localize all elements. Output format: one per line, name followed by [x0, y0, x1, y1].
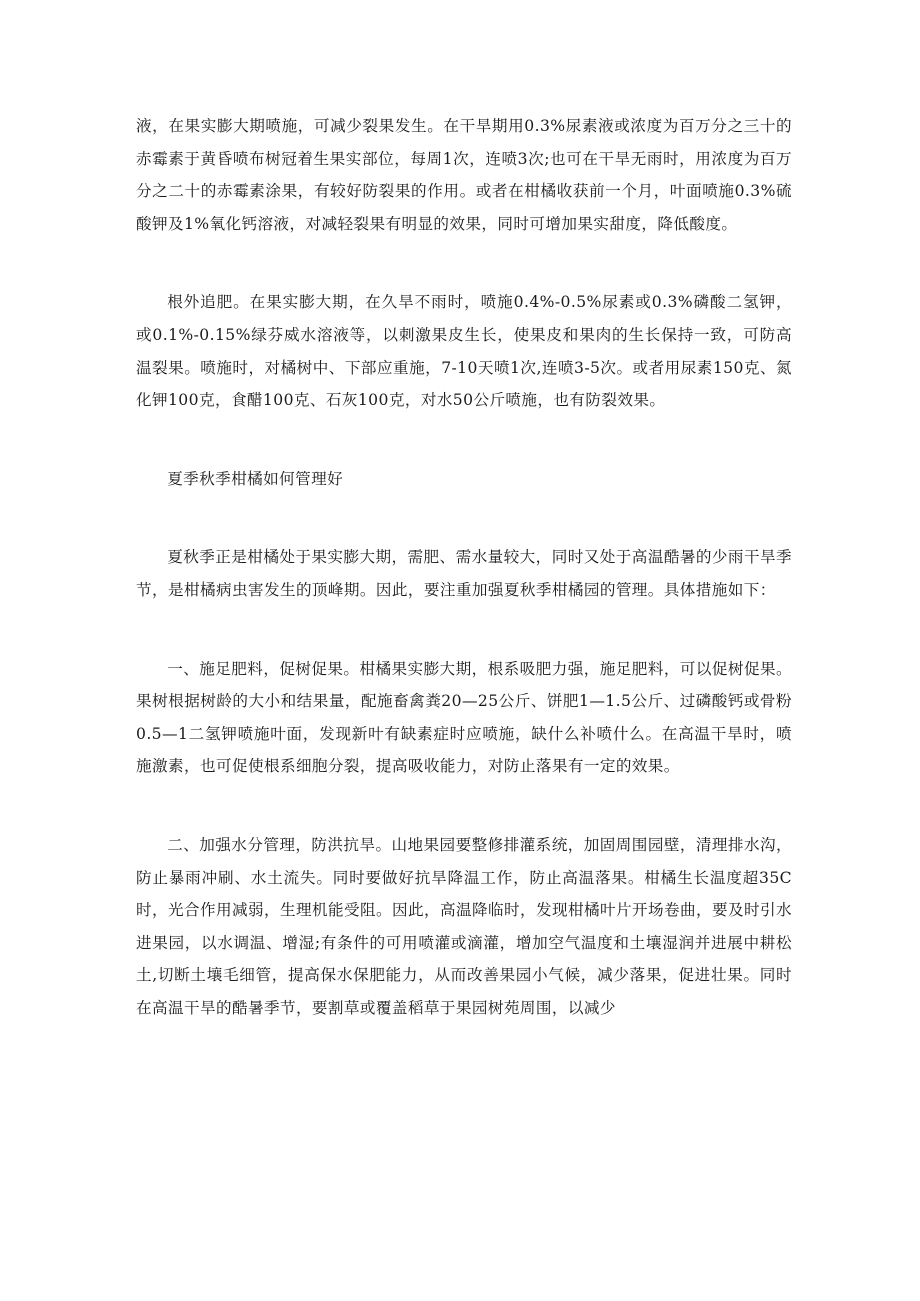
document-body [136, 110, 792, 1070]
paragraph-water-management: 二、加强水分管理，防洪抗旱。山地果园要整修排灌系统，加固周围园壁，清理排水沟，防止暴雨冲刷、水土流失。同时要做好抗旱降温工作，防止高温落果。柑橘生长温度超35C时，光合作用减弱，生理机能受阻。因此，高温降临时，发现柑橘叶片开场卷曲，要及时引水进果园，以水调温、增湿;有条件的可用喷灌或滴灌，增加空气温度和土壤湿润并进展中耕松土,切断土壤毛细管，提高保水保肥能力，从而改善果园小气候，减少落果，促进壮果。同时在高温干旱的酷暑季节，要割草或覆盖稻草于果园树苑周围，以减少 [136, 835, 792, 1017]
paragraph-foliar-fertilizer: 根外追肥。在果实膨大期，在久旱不雨时，喷施0.4%-0.5%尿素或0.3%磷酸二氢钾，或0.1%-0.15%绿芬威水溶液等，以刺激果皮生长，使果皮和果肉的生长保持一致，可防高温裂果。喷施时，对橘树中、下部应重施，7-10天喷1次,连喷3-5次。或者用尿素150克、氮化钾100克，食醋100克、石灰100克，对水50公斤喷施，也有防裂效果。 [136, 293, 792, 410]
section-heading: 夏季秋季柑橘如何管理好 [167, 469, 344, 488]
paragraph-continued: 液，在果实膨大期喷施，可减少裂果发生。在干旱期用0.3%尿素液或浓度为百万分之三十的赤霉素于黄昏喷布树冠着生果实部位，每周1次，连喷3次;也可在干旱无雨时，用浓度为百万分之二十的赤霉素涂果，有较好防裂果的作用。或者在柑橘收获前一个月，叶面喷施0.3%硫酸钾及1%氧化钙溶液，对减轻裂果有明显的效果，同时可增加果实甜度，降低酸度。 [136, 117, 792, 233]
paragraph-intro: 夏秋季正是柑橘处于果实膨大期，需肥、需水量较大，同时又处于高温酷暑的少雨干旱季节，是柑橘病虫害发生的顶峰期。因此，要注重加强夏秋季柑橘园的管理。具体措施如下： [136, 548, 792, 599]
paragraph-fertilizer: 一、施足肥料，促树促果。柑橘果实膨大期，根系吸肥力强，施足肥料，可以促树促果。果树根据树龄的大小和结果量，配施畜禽粪20—25公斤、饼肥1—1.5公斤、过磷酸钙或骨粉0.5—1二氢钾喷施叶面，发现新叶有缺素症时应喷施，缺什么补喷什么。在高温干旱时，喷施激素，也可促使根系细胞分裂，提高吸收能力，对防止落果有一定的效果。 [136, 659, 792, 776]
